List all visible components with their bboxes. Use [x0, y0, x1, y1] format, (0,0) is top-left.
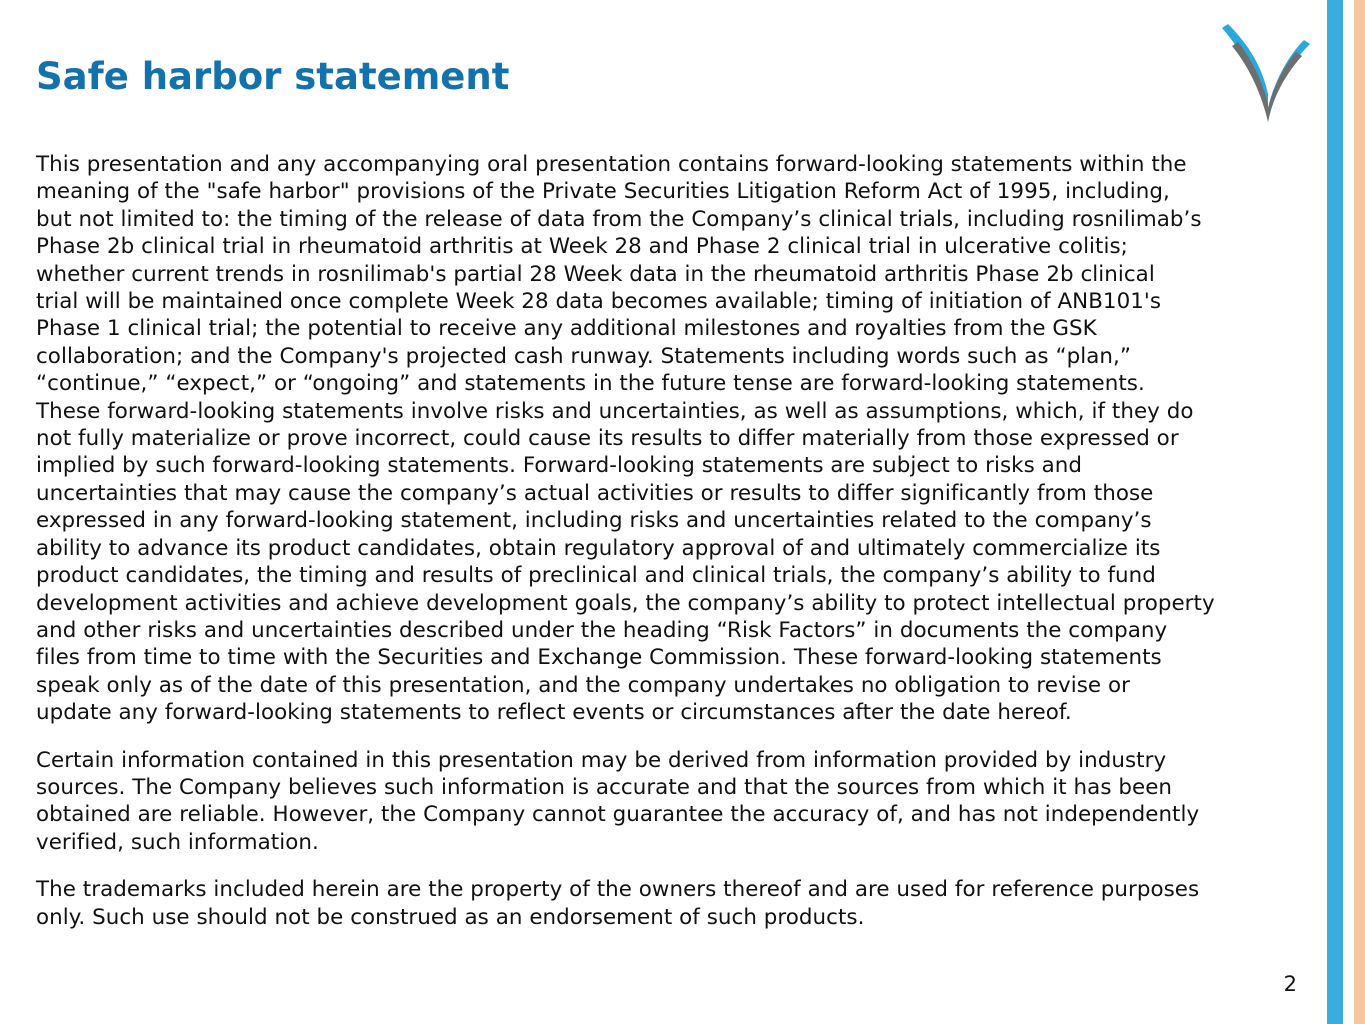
- text-line: verified, such information.: [36, 829, 319, 855]
- text-line: Certain information contained in this presentation may be derived from information provided by industry: [36, 747, 1167, 773]
- text-line: trial will be maintained once complete Week 28 data becomes available; timing of initiation of ANB101's: [36, 289, 1162, 315]
- edge-stripe-peach: [1354, 0, 1365, 1024]
- paragraph-trademarks: [36, 876, 1286, 931]
- text-line: These forward-looking statements involve risks and uncertainties, as well as assumptions, which, if they do: [36, 398, 1194, 424]
- text-line: files from time to time with the Securities and Exchange Commission. These forward-looking statements: [36, 645, 1162, 671]
- paragraph-industry-sources: [36, 747, 1286, 857]
- text-line: but not limited to: the timing of the release of data from the Company’s clinical trials, including rosnilimab’s: [36, 206, 1202, 232]
- text-line: whether current trends in rosnilimab's partial 28 Week data in the rheumatoid arthritis Phase 2b clinical: [36, 261, 1155, 287]
- text-line: Phase 1 clinical trial; the potential to receive any additional milestones and royalties from the GSK: [36, 316, 1097, 342]
- text-line: obtained are reliable. However, the Company cannot guarantee the accuracy of, and has not independently: [36, 802, 1200, 828]
- text-line: not fully materialize or prove incorrect, could cause its results to differ materially from those expressed or: [36, 426, 1179, 452]
- page-number: 2: [1283, 972, 1297, 996]
- text-line: update any forward-looking statements to reflect events or circumstances after the date hereof.: [36, 700, 1072, 726]
- page-title: Safe harbor statement: [36, 55, 510, 98]
- text-line: “continue,” “expect,” or “ongoing” and statements in the future tense are forward-looking statements.: [36, 371, 1145, 397]
- text-line: meaning of the "safe harbor" provisions of the Private Securities Litigation Reform Act of 1995, including,: [36, 179, 1170, 205]
- text-line: collaboration; and the Company's projected cash runway. Statements including words such as “plan,”: [36, 343, 1131, 369]
- edge-stripe-white: [1343, 0, 1354, 1024]
- text-line: Phase 2b clinical trial in rheumatoid arthritis at Week 28 and Phase 2 clinical trial in ulcerative colitis;: [36, 234, 1128, 260]
- text-line: speak only as of the date of this presentation, and the company undertakes no obligation to revise or: [36, 672, 1130, 698]
- text-line: only. Such use should not be construed as an endorsement of such products.: [36, 904, 865, 930]
- text-line: ability to advance its product candidates, obtain regulatory approval of and ultimately commercialize its: [36, 535, 1161, 561]
- paragraph-forward-looking: [36, 151, 1286, 727]
- text-line: uncertainties that may cause the company’s actual activities or results to differ significantly from those: [36, 480, 1154, 506]
- chevron-v-logo-icon: [1218, 22, 1314, 124]
- text-line: implied by such forward-looking statements. Forward-looking statements are subject to risks and: [36, 453, 1083, 479]
- edge-stripe-white: [1313, 0, 1327, 1024]
- text-line: sources. The Company believes such information is accurate and that the sources from which it has been: [36, 774, 1173, 800]
- edge-stripe-blue: [1327, 0, 1343, 1024]
- text-line: This presentation and any accompanying oral presentation contains forward-looking statements within the: [36, 152, 1187, 177]
- text-line: The trademarks included herein are the property of the owners thereof and are used for reference purposes: [36, 877, 1200, 903]
- text-line: and other risks and uncertainties described under the heading “Risk Factors” in documents the company: [36, 617, 1168, 643]
- safe-harbor-body: [36, 151, 1286, 951]
- text-line: expressed in any forward-looking statement, including risks and uncertainties related to the company’s: [36, 508, 1152, 534]
- text-line: development activities and achieve development goals, the company’s ability to protect intellectual property: [36, 590, 1215, 616]
- text-line: product candidates, the timing and results of preclinical and clinical trials, the company’s ability to fund: [36, 563, 1156, 589]
